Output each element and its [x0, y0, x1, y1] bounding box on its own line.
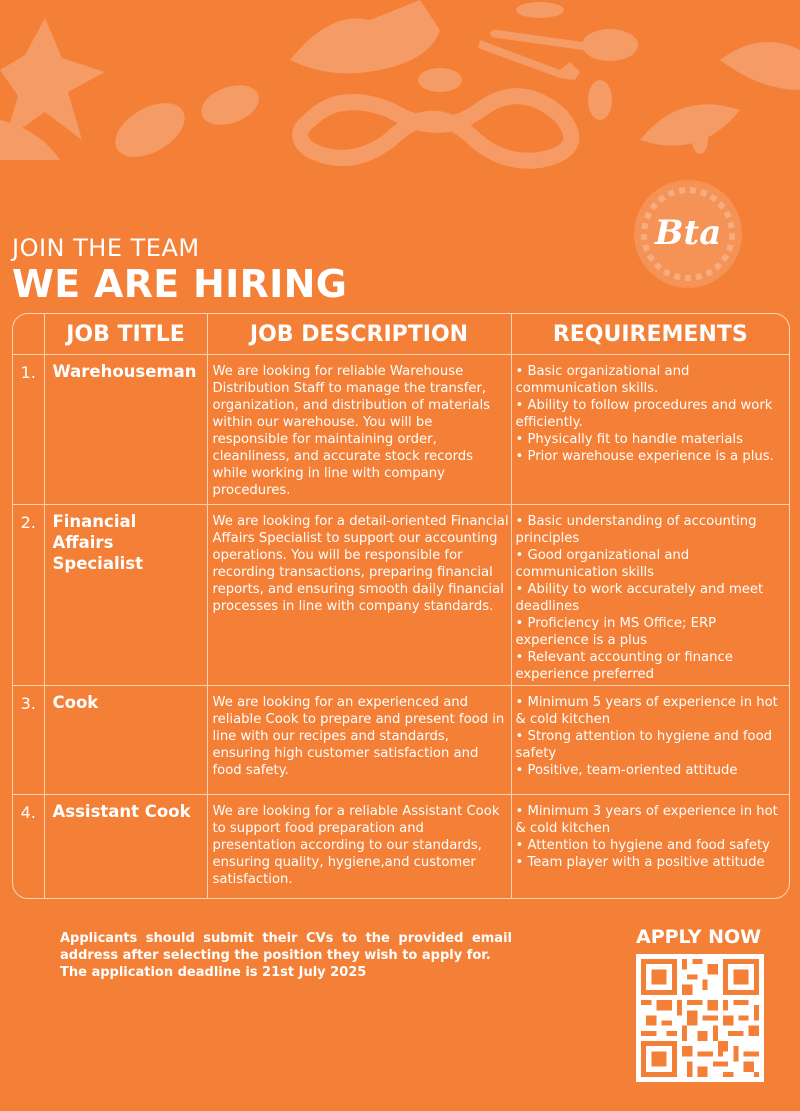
job-title: Financial Affairs Specialist: [44, 505, 207, 686]
company-logo: [632, 178, 744, 290]
table-row: [13, 795, 789, 899]
spoon-icon: [582, 29, 638, 61]
job-requirements: [511, 686, 789, 795]
requirement-item: • Positive, team-oriented attitude: [516, 762, 788, 779]
requirement-item: • Team player with a positive attitude: [516, 854, 788, 871]
application-instructions: [60, 930, 512, 981]
job-title: Warehouseman: [44, 355, 207, 505]
page-title: WE ARE HIRING: [12, 262, 348, 306]
requirement-item: • Ability to work accurately and meet deadlines: [516, 581, 788, 615]
apply-now-label: APPLY NOW: [636, 926, 762, 948]
row-number: 1.: [13, 355, 44, 505]
leaf-icon: [640, 104, 740, 145]
requirement-item: • Strong attention to hygiene and food safety: [516, 728, 788, 762]
jobs-table: [12, 313, 790, 899]
job-title: Assistant Cook: [44, 795, 207, 899]
job-requirements: [511, 355, 789, 505]
application-deadline: The application deadline is 21st July 2025: [60, 965, 367, 980]
requirement-item: • Basic understanding of accounting principles: [516, 513, 788, 547]
table-row: [13, 355, 789, 505]
requirement-item: • Physically fit to handle materials: [516, 431, 788, 448]
column-header-job-title: JOB TITLE: [44, 314, 207, 355]
requirement-item: • Good organizational and communication skills: [516, 547, 788, 581]
requirement-item: • Basic organizational and communication skills.: [516, 363, 788, 397]
column-header-requirements: REQUIREMENTS: [511, 314, 789, 355]
header-subtitle: JOIN THE TEAM: [12, 234, 200, 262]
job-title: Cook: [44, 686, 207, 795]
job-description: We are looking for a detail-oriented Financial Affairs Specialist to support our accounting operations. You will be responsible for recording transactions, preparing financial reports, and ensuring smooth daily financial processes in line with company standards.: [207, 505, 511, 686]
job-description: We are looking for an experienced and reliable Cook to prepare and present food in line with our recipes and standards, ensuring high customer satisfaction and food safety.: [207, 686, 511, 795]
infinity-swirl-icon: [300, 96, 571, 161]
qr-code-icon[interactable]: [636, 954, 764, 1082]
row-number: 2.: [13, 505, 44, 686]
leaf-icon: [720, 42, 800, 90]
requirement-item: • Minimum 3 years of experience in hot & cold kitchen: [516, 803, 788, 837]
job-description: We are looking for a reliable Assistant Cook to support food preparation and presentation according to our standards, ensuring quality, hygiene,and customer satisfaction.: [207, 795, 511, 899]
requirement-item: • Relevant accounting or finance experience preferred: [516, 649, 788, 683]
application-instructions-text: Applicants should submit their CVs to the provided email address after selecting the position they wish to apply for.: [60, 931, 512, 963]
logo-text: Bta: [654, 213, 722, 253]
job-requirements: [511, 505, 789, 686]
row-number: 4.: [13, 795, 44, 899]
table-row: [13, 505, 789, 686]
table-row: [13, 686, 789, 795]
job-description: We are looking for reliable Warehouse Distribution Staff to manage the transfer, organization, and distribution of materials within our warehouse. You will be responsible for maintaining order, cleanliness, and accurate stock records while working in line with company procedures.: [207, 355, 511, 505]
requirement-item: • Prior warehouse experience is a plus.: [516, 448, 788, 465]
row-number: 3.: [13, 686, 44, 795]
requirement-item: • Ability to follow procedures and work efficiently.: [516, 397, 788, 431]
job-requirements: [511, 795, 789, 899]
column-header-number: [13, 314, 44, 355]
starfish-icon: [0, 18, 105, 140]
bta-logo-icon: [632, 178, 744, 290]
food-illustration-decoration: [0, 0, 800, 190]
coffee-bean-icon: [106, 92, 194, 168]
coffee-bean-icon: [196, 78, 265, 132]
table-header-row: [13, 314, 789, 355]
requirement-item: • Minimum 5 years of experience in hot & cold kitchen: [516, 694, 788, 728]
requirement-item: • Attention to hygiene and food safety: [516, 837, 788, 854]
requirement-item: • Proficiency in MS Office; ERP experience is a plus: [516, 615, 788, 649]
hand-icon: [290, 0, 440, 73]
column-header-job-description: JOB DESCRIPTION: [207, 314, 511, 355]
